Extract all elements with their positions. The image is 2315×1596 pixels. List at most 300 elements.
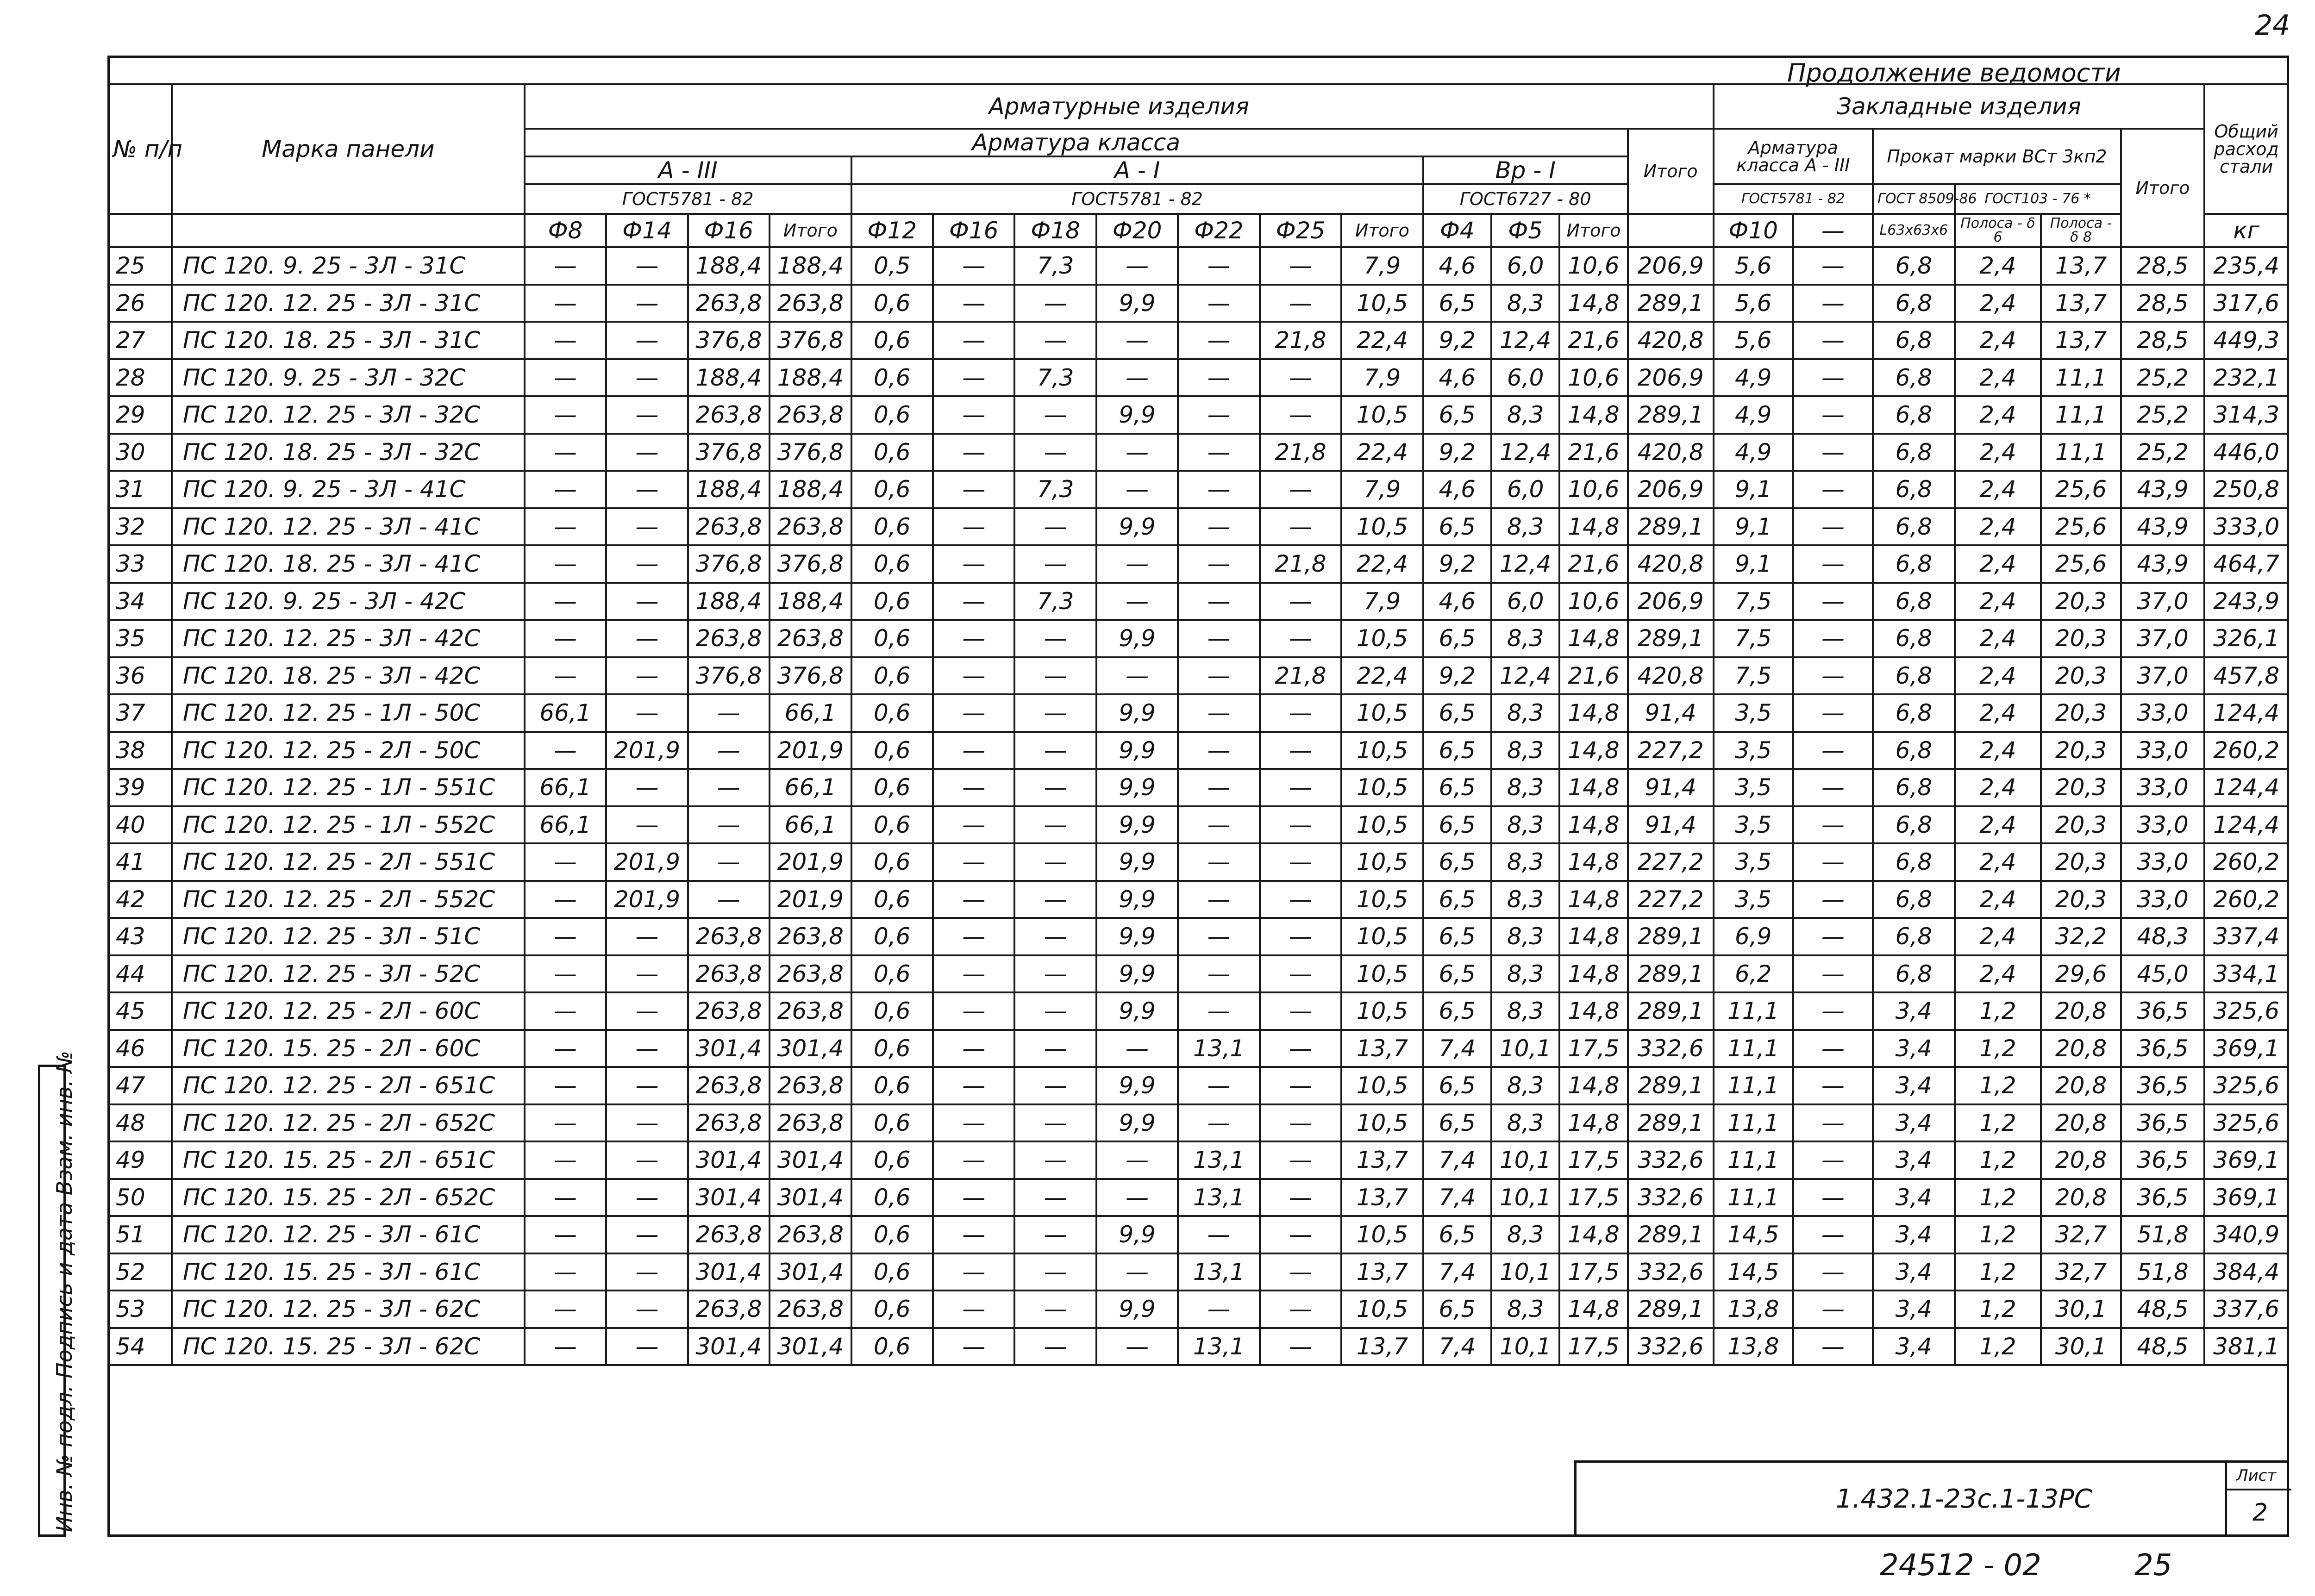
- table-cell: —: [1260, 1067, 1341, 1104]
- table-cell: 11,1: [2041, 359, 2121, 397]
- table-cell: 14,5: [1714, 1253, 1793, 1291]
- table-cell: 14,8: [1559, 694, 1627, 732]
- table-cell: —: [606, 1067, 688, 1104]
- table-cell: 0,6: [851, 1067, 933, 1104]
- table-cell: 20,8: [2041, 1179, 2121, 1216]
- table-cell: 22,4: [1341, 657, 1423, 695]
- table-cell: —: [525, 843, 606, 881]
- bottom-number: 25: [2134, 1548, 2172, 1583]
- table-cell: —: [933, 285, 1014, 322]
- table-cell: 13,8: [1714, 1328, 1793, 1365]
- table-row: [108, 732, 2288, 769]
- row-number: 35: [108, 620, 172, 657]
- table-cell: —: [525, 620, 606, 657]
- table-cell: 2,4: [1955, 694, 2041, 732]
- table-cell: 7,4: [1423, 1179, 1491, 1216]
- table-cell: —: [1793, 1179, 1873, 1216]
- table-cell: —: [1793, 732, 1873, 769]
- table-cell: 21,6: [1559, 657, 1627, 695]
- table-cell: —: [933, 545, 1014, 583]
- table-cell: 14,8: [1559, 769, 1627, 806]
- table-cell: 369,1: [2204, 1141, 2288, 1179]
- table-cell: 25,2: [2121, 396, 2205, 434]
- table-cell: 6,5: [1423, 992, 1491, 1030]
- table-cell: 7,4: [1423, 1030, 1491, 1067]
- table-cell: —: [1014, 285, 1096, 322]
- table-cell: —: [606, 1141, 688, 1179]
- table-cell: 206,9: [1628, 247, 1714, 285]
- col-label: Ф10: [1714, 214, 1793, 247]
- table-cell: 376,8: [770, 657, 851, 695]
- table-cell: —: [525, 359, 606, 397]
- table-cell: 332,6: [1628, 1179, 1714, 1216]
- row-number: 37: [108, 694, 172, 732]
- table-cell: —: [1793, 583, 1873, 620]
- col-header-steel-total: Общий расход стали: [2204, 84, 2288, 214]
- table-cell: —: [1178, 508, 1259, 546]
- table-cell: 301,4: [770, 1179, 851, 1216]
- table-cell: 206,9: [1628, 359, 1714, 397]
- table-cell: 0,6: [851, 694, 933, 732]
- table-cell: 10,5: [1341, 694, 1423, 732]
- table-cell: 0,6: [851, 1253, 933, 1291]
- table-cell: 0,6: [851, 955, 933, 993]
- table-cell: 10,1: [1491, 1030, 1559, 1067]
- table-row: [108, 1328, 2288, 1365]
- table-cell: 6,8: [1873, 843, 1954, 881]
- table-cell: 6,0: [1491, 471, 1559, 508]
- table-cell: —: [1178, 1216, 1259, 1253]
- table-cell: —: [933, 1141, 1014, 1179]
- table-cell: 9,9: [1096, 843, 1178, 881]
- table-cell: 243,9: [2204, 583, 2288, 620]
- table-cell: 6,8: [1873, 806, 1954, 844]
- table-cell: —: [1096, 1328, 1178, 1365]
- table-row: [108, 1253, 2288, 1291]
- table-cell: 420,8: [1628, 322, 1714, 359]
- table-cell: 3,5: [1714, 881, 1793, 918]
- col-label: Ф14: [606, 214, 688, 247]
- table-cell: 14,8: [1559, 881, 1627, 918]
- table-cell: 20,8: [2041, 1030, 2121, 1067]
- table-cell: 8,3: [1491, 1104, 1559, 1142]
- table-cell: 289,1: [1628, 620, 1714, 657]
- table-cell: 6,5: [1423, 1067, 1491, 1104]
- table-cell: 6,0: [1491, 583, 1559, 620]
- unit-spacer-mark: [172, 214, 525, 247]
- table-cell: 33,0: [2121, 769, 2205, 806]
- table-cell: —: [525, 396, 606, 434]
- table-cell: —: [1793, 1328, 1873, 1365]
- table-cell: 20,8: [2041, 1067, 2121, 1104]
- table-cell: 332,6: [1628, 1328, 1714, 1365]
- row-number: 47: [108, 1067, 172, 1104]
- table-cell: 3,4: [1873, 1291, 1954, 1328]
- table-cell: 0,6: [851, 1141, 933, 1179]
- table-cell: 0,6: [851, 396, 933, 434]
- panel-mark: ПС 120. 12. 25 - 2Л - 50С: [172, 732, 525, 769]
- table-cell: 28,5: [2121, 247, 2205, 285]
- table-cell: 10,5: [1341, 732, 1423, 769]
- row-number: 26: [108, 285, 172, 322]
- table-cell: —: [1793, 285, 1873, 322]
- table-cell: —: [525, 881, 606, 918]
- table-cell: 14,8: [1559, 992, 1627, 1030]
- table-cell: 6,5: [1423, 843, 1491, 881]
- table-cell: 235,4: [2204, 247, 2288, 285]
- table-cell: —: [1793, 1216, 1873, 1253]
- table-cell: 1,2: [1955, 1104, 2041, 1142]
- table-cell: —: [606, 620, 688, 657]
- table-cell: 6,5: [1423, 285, 1491, 322]
- table-cell: 289,1: [1628, 1216, 1714, 1253]
- table-cell: —: [525, 471, 606, 508]
- table-cell: 7,4: [1423, 1141, 1491, 1179]
- table-cell: —: [606, 471, 688, 508]
- table-cell: 337,4: [2204, 918, 2288, 955]
- table-cell: —: [1793, 843, 1873, 881]
- table-cell: —: [1793, 396, 1873, 434]
- table-cell: 6,5: [1423, 694, 1491, 732]
- col-header-emb-total: Итого: [2121, 129, 2205, 247]
- table-cell: 0,6: [851, 285, 933, 322]
- table-cell: 7,4: [1423, 1328, 1491, 1365]
- table-cell: 0,6: [851, 657, 933, 695]
- table-cell: 8,3: [1491, 1067, 1559, 1104]
- row-number: 41: [108, 843, 172, 881]
- table-cell: 0,6: [851, 545, 933, 583]
- panel-mark: ПС 120. 9. 25 - 3Л - 41С: [172, 471, 525, 508]
- col-label: Ф18: [1014, 214, 1096, 247]
- table-cell: —: [933, 1030, 1014, 1067]
- table-cell: —: [933, 843, 1014, 881]
- table-cell: 20,8: [2041, 992, 2121, 1030]
- table-cell: 14,8: [1559, 396, 1627, 434]
- table-cell: —: [1793, 1067, 1873, 1104]
- table-cell: 45,0: [2121, 955, 2205, 993]
- table-cell: 7,9: [1341, 359, 1423, 397]
- table-cell: —: [1260, 732, 1341, 769]
- table-row: [108, 881, 2288, 918]
- table-cell: 7,3: [1014, 247, 1096, 285]
- table-cell: 30,1: [2041, 1328, 2121, 1365]
- table-cell: 420,8: [1628, 545, 1714, 583]
- col-header-mark: Марка панели: [172, 84, 525, 214]
- col-header-rebar-total: Итого: [1628, 129, 1714, 214]
- table-cell: —: [1793, 806, 1873, 844]
- table-cell: —: [1178, 992, 1259, 1030]
- table-cell: 263,8: [770, 508, 851, 546]
- table-cell: 6,5: [1423, 1291, 1491, 1328]
- table-cell: —: [606, 1179, 688, 1216]
- table-cell: 188,4: [770, 471, 851, 508]
- table-cell: 36,5: [2121, 1104, 2205, 1142]
- table-cell: 48,3: [2121, 918, 2205, 955]
- bottom-code: 24512 - 02: [1880, 1548, 2041, 1583]
- table-cell: 10,1: [1491, 1253, 1559, 1291]
- table-cell: —: [606, 1291, 688, 1328]
- table-cell: 91,4: [1628, 806, 1714, 844]
- table-cell: 17,5: [1559, 1328, 1627, 1365]
- table-cell: 9,9: [1096, 508, 1178, 546]
- row-number: 44: [108, 955, 172, 993]
- table-cell: 10,1: [1491, 1141, 1559, 1179]
- table-cell: —: [1793, 992, 1873, 1030]
- table-cell: 33,0: [2121, 806, 2205, 844]
- row-number: 31: [108, 471, 172, 508]
- table-cell: 37,0: [2121, 620, 2205, 657]
- table-cell: —: [1178, 396, 1259, 434]
- table-cell: 36,5: [2121, 1067, 2205, 1104]
- table-cell: 2,4: [1955, 583, 2041, 620]
- table-cell: —: [1096, 1179, 1178, 1216]
- panel-mark: ПС 120. 12. 25 - 1Л - 551С: [172, 769, 525, 806]
- table-cell: 6,5: [1423, 620, 1491, 657]
- table-cell: 7,3: [1014, 471, 1096, 508]
- table-cell: 11,1: [1714, 1179, 1793, 1216]
- table-cell: 10,5: [1341, 769, 1423, 806]
- table-cell: —: [1793, 434, 1873, 471]
- table-cell: 11,1: [1714, 1141, 1793, 1179]
- table-cell: —: [606, 545, 688, 583]
- table-cell: —: [1793, 322, 1873, 359]
- table-cell: 51,8: [2121, 1253, 2205, 1291]
- table-cell: —: [1014, 955, 1096, 993]
- table-cell: —: [606, 285, 688, 322]
- table-cell: 263,8: [688, 1291, 770, 1328]
- table-row: [108, 1141, 2288, 1179]
- table-cell: —: [525, 583, 606, 620]
- col-label: Ф16: [688, 214, 770, 247]
- group-rebar-products: Арматурные изделия: [525, 84, 1714, 129]
- table-cell: 91,4: [1628, 769, 1714, 806]
- table-cell: —: [525, 545, 606, 583]
- table-cell: 263,8: [770, 1291, 851, 1328]
- table-cell: —: [1178, 322, 1259, 359]
- table-cell: 17,5: [1559, 1179, 1627, 1216]
- table-cell: —: [1178, 620, 1259, 657]
- table-cell: —: [1014, 545, 1096, 583]
- table-cell: 9,2: [1423, 434, 1491, 471]
- table-cell: 91,4: [1628, 694, 1714, 732]
- table-row: [108, 471, 2288, 508]
- table-cell: 29,6: [2041, 955, 2121, 993]
- table-cell: —: [1014, 508, 1096, 546]
- table-cell: 2,4: [1955, 434, 2041, 471]
- table-cell: 317,6: [2204, 285, 2288, 322]
- group-embedded-products: Закладные изделия: [1714, 84, 2205, 129]
- table-cell: 20,3: [2041, 769, 2121, 806]
- table-cell: 6,8: [1873, 285, 1954, 322]
- table-cell: —: [606, 806, 688, 844]
- table-cell: —: [1793, 918, 1873, 955]
- table-cell: —: [1014, 434, 1096, 471]
- table-row: [108, 769, 2288, 806]
- table-cell: 301,4: [688, 1030, 770, 1067]
- table-cell: 10,6: [1559, 583, 1627, 620]
- table-cell: 0,6: [851, 992, 933, 1030]
- table-cell: —: [1260, 918, 1341, 955]
- table-cell: 289,1: [1628, 285, 1714, 322]
- table-cell: 301,4: [770, 1253, 851, 1291]
- table-cell: 9,9: [1096, 732, 1178, 769]
- table-row: [108, 434, 2288, 471]
- col-label: Полоса - δ 6: [1955, 214, 2041, 247]
- table-cell: 6,5: [1423, 806, 1491, 844]
- table-cell: 5,6: [1714, 247, 1793, 285]
- table-cell: 20,3: [2041, 583, 2121, 620]
- table-cell: —: [1793, 694, 1873, 732]
- panel-mark: ПС 120. 12. 25 - 2Л - 651С: [172, 1067, 525, 1104]
- table-cell: 188,4: [770, 359, 851, 397]
- table-row: [108, 1067, 2288, 1104]
- table-cell: —: [525, 508, 606, 546]
- table-cell: —: [606, 247, 688, 285]
- sheet-label: Лист: [2236, 1466, 2277, 1485]
- table-row: [108, 620, 2288, 657]
- table-cell: 9,2: [1423, 545, 1491, 583]
- table-cell: 0,6: [851, 769, 933, 806]
- table-cell: —: [688, 806, 770, 844]
- table-cell: 6,5: [1423, 508, 1491, 546]
- table-cell: 201,9: [606, 732, 688, 769]
- row-number: 42: [108, 881, 172, 918]
- table-cell: —: [1178, 806, 1259, 844]
- table-cell: —: [1793, 1141, 1873, 1179]
- table-cell: 21,6: [1559, 545, 1627, 583]
- table-cell: 10,5: [1341, 508, 1423, 546]
- table-cell: 201,9: [606, 843, 688, 881]
- table-cell: 8,3: [1491, 806, 1559, 844]
- table-cell: 22,4: [1341, 434, 1423, 471]
- table-cell: —: [933, 396, 1014, 434]
- col-label: —: [1793, 214, 1873, 247]
- table-cell: 20,3: [2041, 694, 2121, 732]
- table-cell: 9,1: [1714, 471, 1793, 508]
- table-cell: 301,4: [688, 1179, 770, 1216]
- table-cell: 376,8: [688, 322, 770, 359]
- table-cell: —: [1260, 843, 1341, 881]
- table-cell: 13,7: [1341, 1179, 1423, 1216]
- table-cell: 124,4: [2204, 806, 2288, 844]
- table-cell: 36,5: [2121, 1030, 2205, 1067]
- table-cell: 9,2: [1423, 657, 1491, 695]
- table-cell: 13,1: [1178, 1179, 1259, 1216]
- table-cell: 7,9: [1341, 471, 1423, 508]
- table-cell: 51,8: [2121, 1216, 2205, 1253]
- table-cell: —: [933, 1253, 1014, 1291]
- table-cell: —: [1014, 732, 1096, 769]
- table-cell: 201,9: [770, 732, 851, 769]
- row-number: 52: [108, 1253, 172, 1291]
- table-cell: 263,8: [770, 1216, 851, 1253]
- table-row: [108, 955, 2288, 993]
- table-cell: 6,0: [1491, 247, 1559, 285]
- table-cell: —: [525, 657, 606, 695]
- col-label: Ф4: [1423, 214, 1491, 247]
- panel-mark: ПС 120. 18. 25 - 3Л - 42С: [172, 657, 525, 695]
- table-cell: 11,1: [1714, 1030, 1793, 1067]
- table-cell: 30,1: [2041, 1291, 2121, 1328]
- table-cell: 2,4: [1955, 955, 2041, 993]
- table-cell: —: [606, 434, 688, 471]
- table-cell: 17,5: [1559, 1030, 1627, 1067]
- table-cell: 2,4: [1955, 806, 2041, 844]
- table-cell: —: [933, 769, 1014, 806]
- table-cell: 3,4: [1873, 1104, 1954, 1142]
- row-number: 36: [108, 657, 172, 695]
- table-cell: 6,8: [1873, 322, 1954, 359]
- table-cell: —: [606, 1030, 688, 1067]
- table-cell: —: [525, 434, 606, 471]
- table-cell: 6,8: [1873, 657, 1954, 695]
- table-cell: 263,8: [688, 1216, 770, 1253]
- table-cell: 8,3: [1491, 955, 1559, 993]
- gost-a3: ГОСТ5781 - 82: [525, 184, 851, 214]
- col-label: Ф12: [851, 214, 933, 247]
- table-cell: 6,8: [1873, 471, 1954, 508]
- panel-mark: ПС 120. 9. 25 - 3Л - 32С: [172, 359, 525, 397]
- table-cell: 6,8: [1873, 881, 1954, 918]
- table-cell: —: [1096, 1141, 1178, 1179]
- table-cell: —: [1096, 322, 1178, 359]
- table-cell: 25,6: [2041, 471, 2121, 508]
- table-cell: —: [1178, 434, 1259, 471]
- table-cell: —: [525, 918, 606, 955]
- table-cell: 7,4: [1423, 1253, 1491, 1291]
- row-number: 49: [108, 1141, 172, 1179]
- table-cell: 3,4: [1873, 1141, 1954, 1179]
- table-cell: 201,9: [770, 881, 851, 918]
- table-cell: —: [933, 881, 1014, 918]
- table-cell: 206,9: [1628, 471, 1714, 508]
- table-cell: —: [1793, 247, 1873, 285]
- table-cell: —: [525, 1253, 606, 1291]
- group-a3: А - III: [525, 156, 851, 184]
- panel-mark: ПС 120. 12. 25 - 3Л - 51С: [172, 918, 525, 955]
- table-cell: 289,1: [1628, 1104, 1714, 1142]
- table-cell: 325,6: [2204, 1104, 2288, 1142]
- table-cell: —: [525, 1216, 606, 1253]
- table-cell: 43,9: [2121, 471, 2205, 508]
- table-cell: —: [1260, 1179, 1341, 1216]
- title-block: [1574, 1460, 2289, 1537]
- table-cell: 1,2: [1955, 1030, 2041, 1067]
- table-cell: 250,8: [2204, 471, 2288, 508]
- table-cell: 0,6: [851, 1216, 933, 1253]
- table-cell: —: [933, 1179, 1014, 1216]
- table-cell: 227,2: [1628, 881, 1714, 918]
- panel-mark: ПС 120. 18. 25 - 3Л - 41С: [172, 545, 525, 583]
- table-cell: 12,4: [1491, 434, 1559, 471]
- table-cell: 4,9: [1714, 396, 1793, 434]
- table-cell: 6,5: [1423, 732, 1491, 769]
- table-cell: —: [933, 620, 1014, 657]
- table-cell: —: [1178, 545, 1259, 583]
- table-cell: —: [1014, 694, 1096, 732]
- table-cell: 66,1: [770, 769, 851, 806]
- table-cell: 1,2: [1955, 1291, 2041, 1328]
- table-cell: 0,6: [851, 508, 933, 546]
- table-cell: 7,5: [1714, 620, 1793, 657]
- table-cell: —: [933, 694, 1014, 732]
- table-cell: 6,5: [1423, 769, 1491, 806]
- table-cell: 9,9: [1096, 1291, 1178, 1328]
- table-cell: 369,1: [2204, 1030, 2288, 1067]
- panel-mark: ПС 120. 18. 25 - 3Л - 32С: [172, 434, 525, 471]
- table-cell: 420,8: [1628, 434, 1714, 471]
- table-body: [108, 247, 2288, 1365]
